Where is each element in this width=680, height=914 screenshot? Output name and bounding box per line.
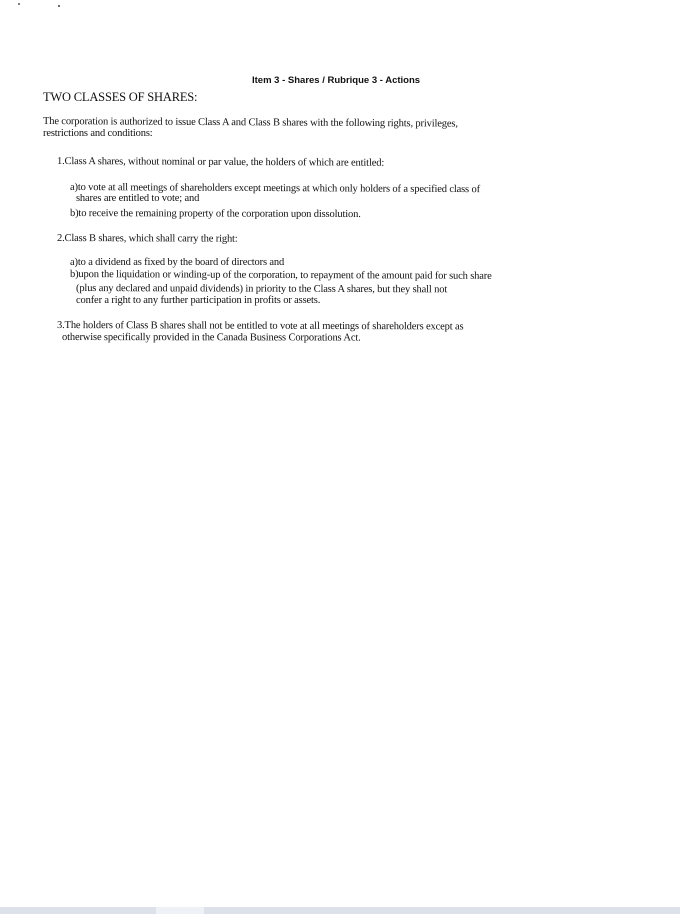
clause-3-line: otherwise specifically provided in the Canada Business Corporations Act.	[61, 332, 361, 344]
intro-line: The corporation is authorized to issue Class A and Class B shares with the following rights, privileges,	[42, 116, 458, 130]
class-b-item-a: a)to a dividend as fixed by the board of directors and	[70, 257, 285, 268]
class-b-heading: 2.Class B shares, which shall carry the right:	[56, 233, 238, 245]
class-a-item-a-line: shares are entitled to vote; and	[76, 193, 200, 204]
class-a-item-a-line: a)to vote at all meetings of shareholders except meetings at which only holders of a specified class of	[69, 182, 480, 196]
class-b-item-b-line: confer a right to any further participation in profits or assets.	[76, 295, 321, 306]
scan-speck	[58, 5, 60, 7]
class-b-item-b-line: (plus any declared and unpaid dividends) in priority to the Class A shares, but they shall not	[75, 283, 448, 296]
class-a-item-b: b)to receive the remaining property of the corporation upon dissolution.	[69, 208, 361, 221]
clause-3-line: 3.The holders of Class B shares shall not be entitled to vote at all meetings of shareholders except as	[56, 320, 464, 333]
item-header: Item 3 - Shares / Rubrique 3 - Actions	[252, 75, 421, 86]
intro-line: restrictions and conditions:	[43, 128, 153, 139]
section-title: TWO CLASSES OF SHARES:	[43, 90, 198, 104]
class-a-heading: 1.Class A shares, without nominal or par value, the holders of which are entitled:	[56, 156, 385, 169]
scroll-indicator	[156, 907, 204, 914]
viewer-bottom-strip	[0, 907, 680, 914]
scan-speck	[18, 3, 20, 5]
class-b-item-b-line: b)upon the liquidation or winding-up of the corporation, to repayment of the amount paid for such share	[69, 269, 492, 282]
